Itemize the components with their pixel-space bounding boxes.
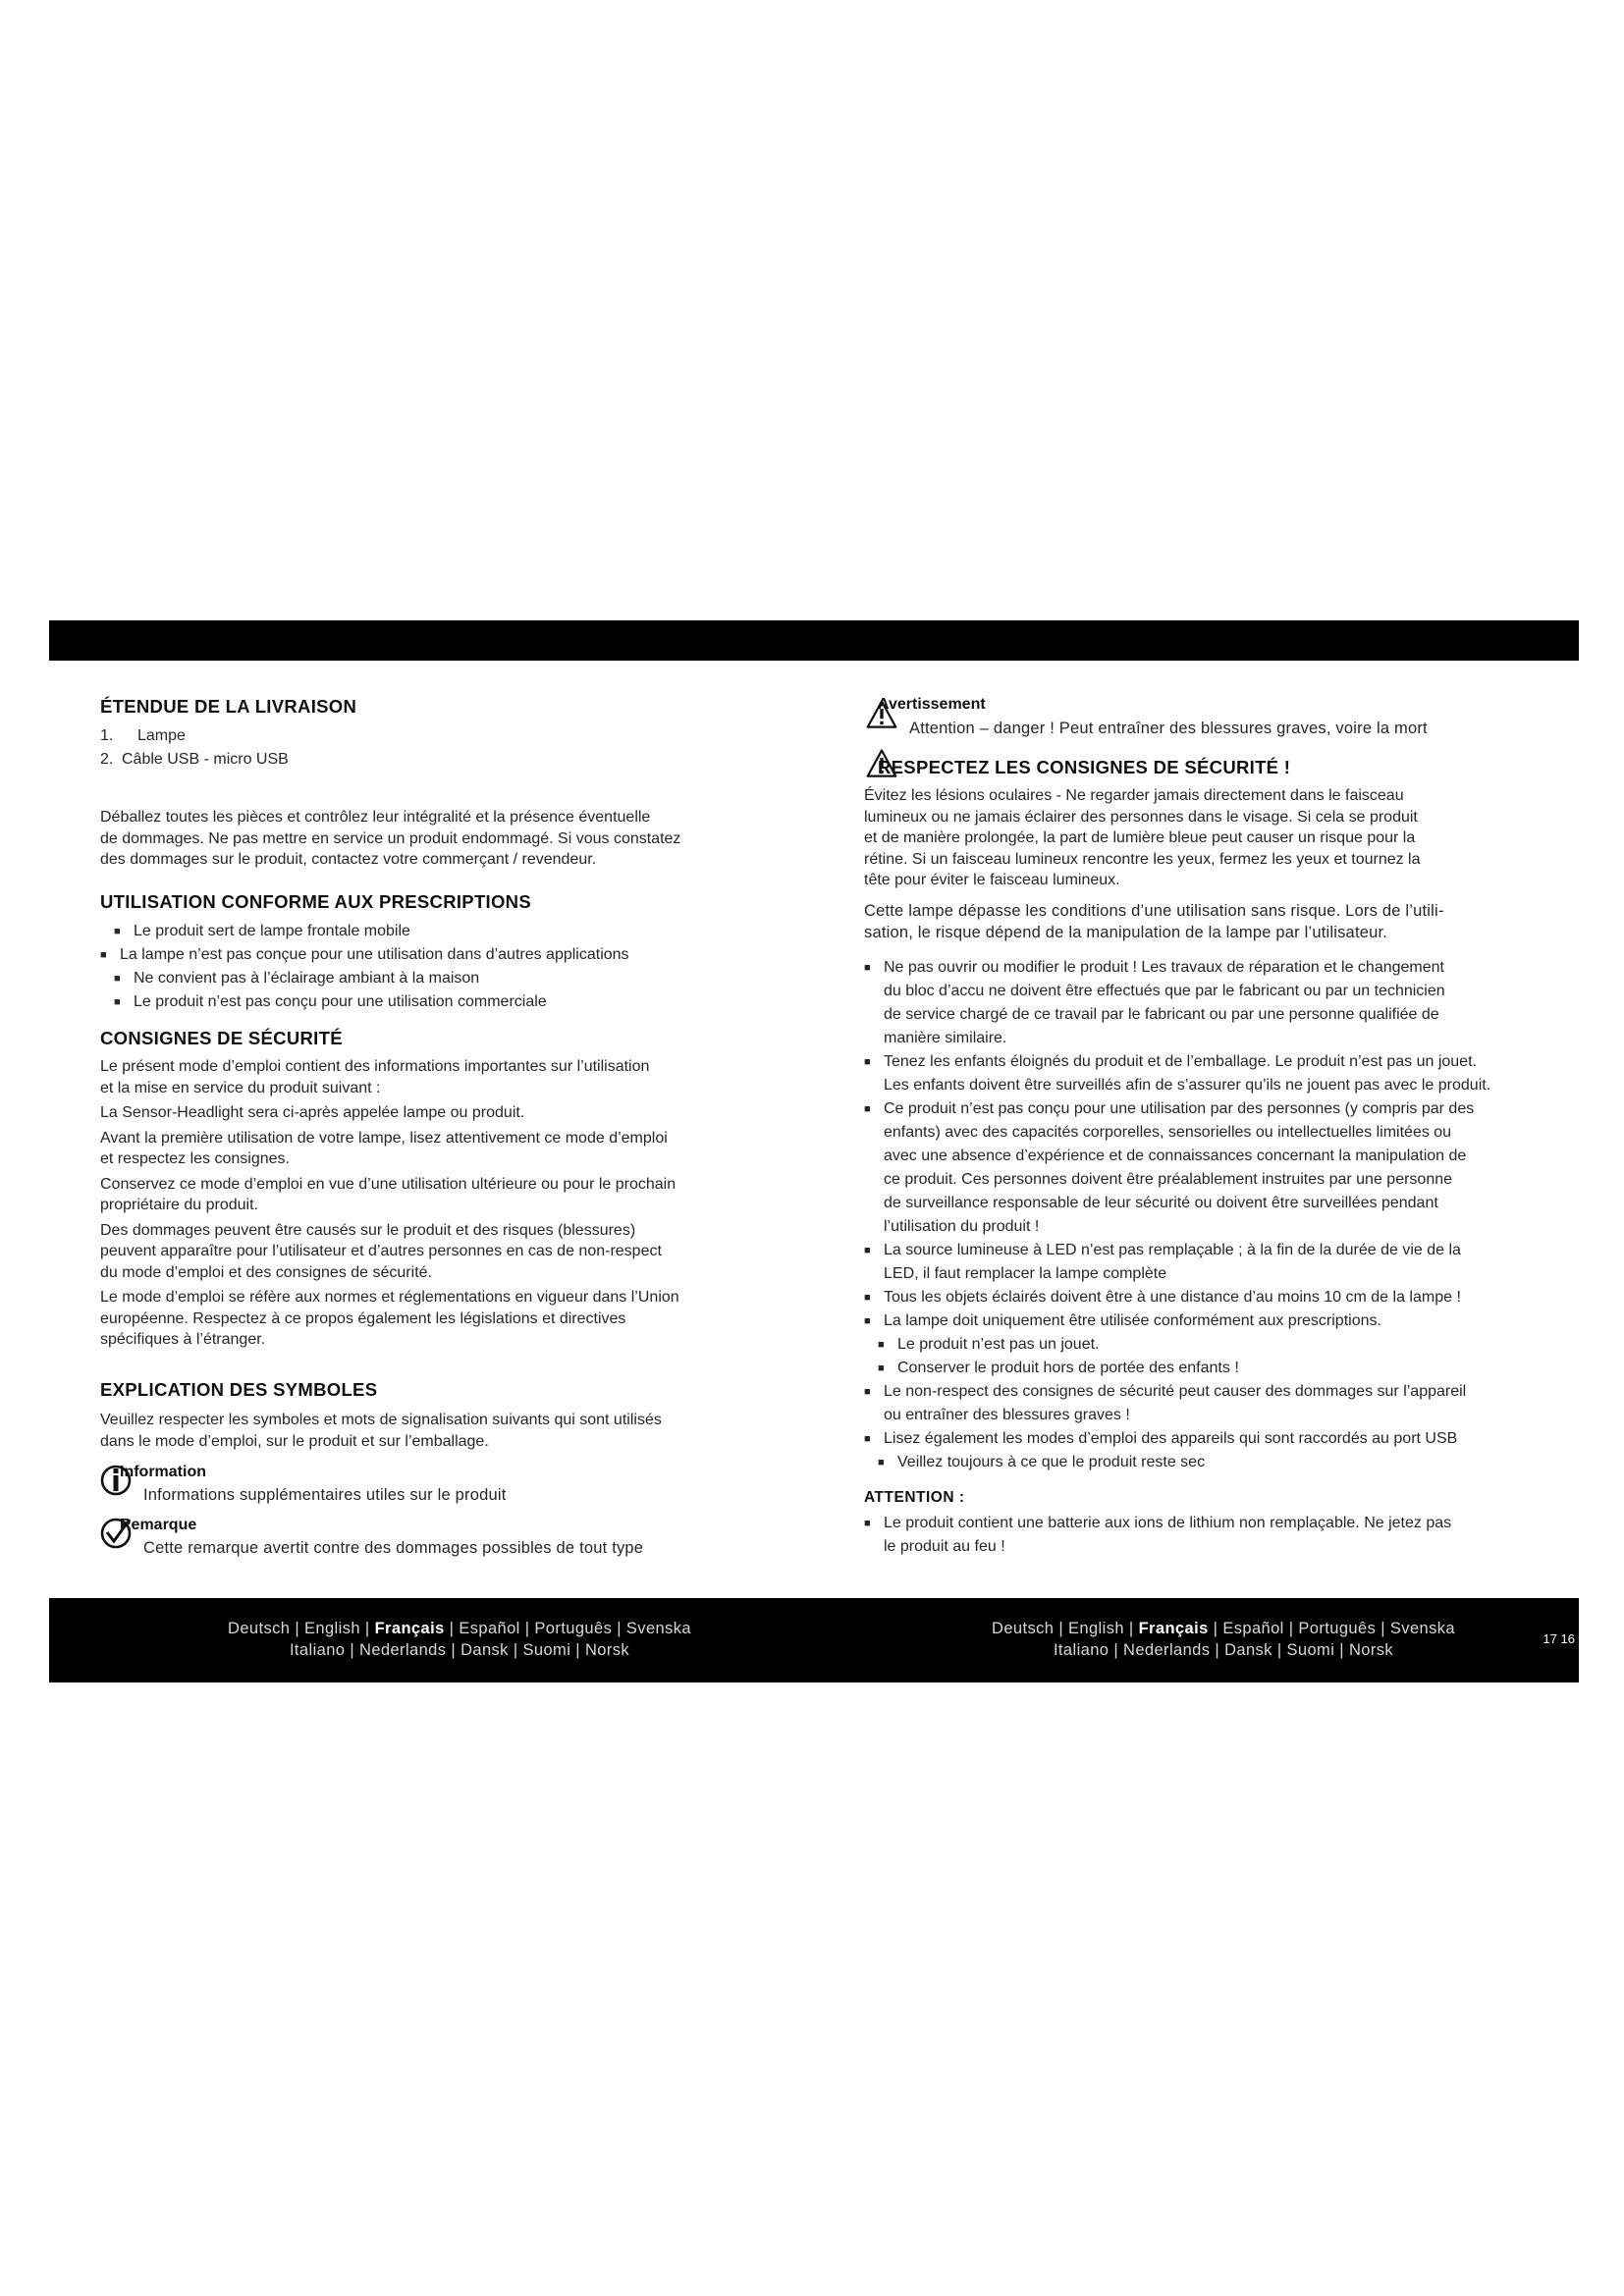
safety-bullet-list [864,956,1542,1474]
language-nav: Deutsch | English | Français | Español | Português | Svenska Italiano | Nederlands | Dansk | Suomi | Norsk [228,1620,691,1659]
safety-bullets [864,956,1542,1474]
unpack-paragraph: Déballez toutes les pièces et contrôlez leur intégralité et la présence éventuelle de dommages. Ne pas mettre en service un produit endommagé. Si vous constatez des dommages sur le produit, contactez votre commerçant / revendeur. [100,809,681,868]
list-item: ■ Le non-respect des consignes de sécurité peut causer des dommages sur l’appareil [864,1380,1542,1404]
list-item: avec une absence d’expérience et de connaissances concernant la manipulation de [884,1148,1467,1164]
language-link-portugus[interactable]: Português [1298,1620,1377,1637]
language-link-franais[interactable]: Français [374,1620,445,1637]
respect-title: RESPECTEZ LES CONSIGNES DE SÉCURITÉ ! [878,757,1291,777]
language-link-deutsch[interactable]: Deutsch [992,1620,1055,1637]
bullet-marker: ■ [864,962,871,974]
bullet-marker: ■ [878,1339,885,1351]
list-item: ■ Ne pas ouvrir ou modifier le produit ! Les travaux de réparation et le changement [864,956,1542,980]
language-nav: Deutsch | English | Français | Español | Português | Svenska Italiano | Nederlands | Dansk | Suomi | Norsk [992,1620,1455,1659]
delivery-section [100,695,778,772]
list-item: ■ Ce produit n’est pas conçu pour une utilisation par des personnes (y compris par des [864,1097,1542,1121]
bullet-marker: ■ [864,1433,871,1445]
usage-section [100,890,778,1014]
list-item: 1. Lampe [100,727,186,744]
safety-text: Le présent mode d’emploi contient des informations importantes sur l’utilisation et la mise en service du produit suivant : La Sensor-Headlight sera ci-après appelée lampe ou produit. Avant la première utilisation de votre lampe, lisez attentivement ce mode d’emploi et respectez les consignes. Conservez ce mode d’emploi en vue d’une utilisation ultérieure ou pour le prochain propriétaire du produit. Des dommages peuvent être causés sur le produit et des risques (blessures) peuvent apparaître pour l’utilisateur et d’autres personnes en cas de non-respect du mode d’emploi et des consignes de sécurité. Le mode d’emploi se réfère aux normes et réglementations en vigueur dans l’Union européenne. Respectez à ce propos également les législations et directives spécifiques à l’étranger. [100,1058,679,1348]
footer-bar [49,1598,1579,1682]
safety-section [100,1027,778,1351]
bullet-marker: ■ [864,1315,871,1327]
eye-paragraph: Évitez les lésions oculaires - Ne regarder jamais directement dans le faisceau lumineux ou ne jamais éclairer des personnes dans le visage. Si cela se produit et de manière prolongée, la part de lumière bleue peut causer un risque pour la rétine. Si un faisceau lumineux rencontre les yeux, fermez les yeux et tournez la tête pour éviter le faisceau lumineux. [864,787,1421,888]
language-link-suomi[interactable]: Suomi [1286,1641,1335,1659]
list-item: ce produit. Ces personnes doivent être préalablement instruites par une personne [884,1171,1453,1188]
header-bar [49,620,1579,661]
language-link-franais[interactable]: Français [1138,1620,1209,1637]
delivery-list [100,724,778,772]
bullet-marker: ■ [864,1518,871,1529]
list-item: de service chargé de ce travail par le fabricant ou par une personne qualifiée de [884,1006,1439,1023]
bullet-marker: ■ [864,1245,871,1256]
symbols-title: EXPLICATION DES SYMBOLES [100,1379,378,1400]
language-link-norsk[interactable]: Norsk [584,1641,630,1659]
bullet-marker: ■ [878,1362,885,1374]
symbols-section [100,1378,778,1452]
list-item: enfants) avec des capacités corporelles, sensorielles ou intellectuelles limitées ou [884,1124,1452,1141]
language-link-italiano[interactable]: Italiano [1053,1641,1110,1659]
language-link-nederlands[interactable]: Nederlands [359,1641,447,1659]
language-link-espaol[interactable]: Español [1222,1620,1284,1637]
language-link-italiano[interactable]: Italiano [289,1641,346,1659]
list-item: ■ Ne convient pas à l’éclairage ambiant à la maison [114,970,480,987]
language-link-deutsch[interactable]: Deutsch [228,1620,291,1637]
list-item: ■ Le produit n’est pas un jouet. [878,1333,1542,1357]
information-desc: Informations supplémentaires utiles sur le produit [143,1486,507,1504]
list-item: ■ Le produit sert de lampe frontale mobile [114,923,410,939]
list-item: ■ Le produit n’est pas conçu pour une utilisation commerciale [114,993,547,1010]
list-item: ■ Le produit contient une batterie aux ions de lithium non remplaçable. Ne jetez pas [864,1512,1542,1535]
language-link-svenska[interactable]: Svenska [625,1620,691,1637]
list-item: le produit au feu ! [884,1538,1005,1555]
list-item: 2. Câble USB - micro USB [100,751,289,768]
list-item: ■ La lampe n’est pas conçue pour une utilisation dans d’autres applications [100,946,629,963]
bullet-marker: ■ [864,1386,871,1398]
safety-title: CONSIGNES DE SÉCURITÉ [100,1028,343,1048]
list-item: de surveillance responsable de leur sécurité ou doivent être surveillées pendant [884,1195,1438,1211]
bullet-marker: ■ [864,1103,871,1115]
usage-title: UTILISATION CONFORME AUX PRESCRIPTIONS [100,891,531,912]
delivery-title: ÉTENDUE DE LA LIVRAISON [100,696,357,717]
exceed-paragraph: Cette lampe dépasse les conditions d’une utilisation sans risque. Lors de l’utili- sation, le risque dépend de la manipulation de la lampe par l’utilisateur. [864,902,1444,941]
language-link-english[interactable]: English [1068,1620,1124,1637]
list-item: ■ Veillez toujours à ce que le produit reste sec [878,1451,1542,1474]
list-item: ■ La lampe doit uniquement être utilisée conformément aux prescriptions. [864,1309,1542,1333]
warning-desc: Attention – danger ! Peut entraîner des blessures graves, voire la mort [909,720,1428,737]
list-item: ■ Tous les objets éclairés doivent être à une distance d’au moins 10 cm de la lampe ! [864,1286,1542,1309]
language-link-norsk[interactable]: Norsk [1348,1641,1394,1659]
symbols-intro: Veuillez respecter les symboles et mots de signalisation suivants qui sont utilisés dans le mode d’emploi, sur le produit et sur l’emballage. [100,1412,662,1450]
language-link-dansk[interactable]: Dansk [1224,1641,1272,1659]
bullet-marker: ■ [864,1292,871,1304]
note-label: Remarque [120,1517,197,1533]
language-link-nederlands[interactable]: Nederlands [1123,1641,1211,1659]
note-desc: Cette remarque avertit contre des dommages possibles de tout type [143,1539,644,1557]
language-link-svenska[interactable]: Svenska [1389,1620,1455,1637]
list-item: Les enfants doivent être surveillés afin de s’assurer qu’ils ne jouent pas avec le produit. [884,1077,1491,1094]
attention-list [864,1512,1542,1559]
bullet-marker: ■ [878,1457,885,1468]
list-item: l’utilisation du produit ! [884,1218,1040,1235]
information-label: Information [120,1464,206,1480]
language-link-dansk[interactable]: Dansk [460,1641,509,1659]
attention-title: ATTENTION : [864,1489,965,1506]
list-item: du bloc d’accu ne doivent être effectués que par le fabricant ou par un technicien [884,983,1445,999]
page-number: 17 16 [1543,1631,1575,1646]
bullet-marker: ■ [864,1056,871,1068]
language-link-english[interactable]: English [304,1620,360,1637]
list-item: ■ Conserver le produit hors de portée des enfants ! [878,1357,1542,1380]
list-item: ou entraîner des blessures graves ! [884,1407,1130,1423]
list-item: manière similaire. [884,1030,1007,1046]
language-link-suomi[interactable]: Suomi [522,1641,571,1659]
language-link-espaol[interactable]: Español [459,1620,520,1637]
list-item: LED, il faut remplacer la lampe complète [884,1265,1167,1282]
list-item: ■ La source lumineuse à LED n’est pas remplaçable ; à la fin de la durée de vie de la [864,1239,1542,1262]
list-item: ■ Tenez les enfants éloignés du produit et de l’emballage. Le produit n’est pas un jouet. [864,1050,1542,1074]
language-link-portugus[interactable]: Português [534,1620,613,1637]
list-item: ■ Lisez également les modes d’emploi des appareils qui sont raccordés au port USB [864,1427,1542,1451]
usage-list [100,920,778,1014]
warning-label: Avertissement [878,696,986,713]
attention-section [864,1488,1542,1559]
